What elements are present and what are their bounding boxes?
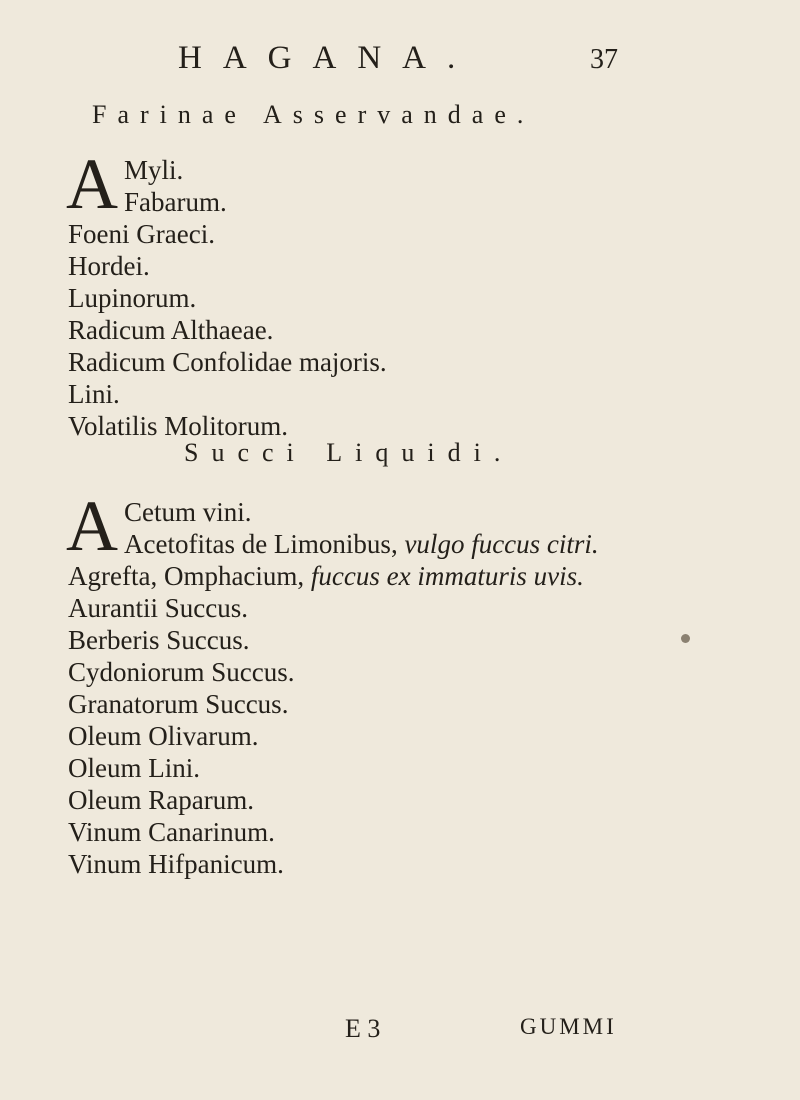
list-item: A Cetum vini.	[66, 486, 252, 566]
list-item: Radicum Althaeae.	[68, 315, 274, 345]
list-item: A Myli.	[66, 144, 184, 224]
list-item: Granatorum Succus.	[68, 689, 289, 719]
list-item: Volatilis Molitorum.	[68, 411, 289, 441]
signature-mark: E 3	[345, 1014, 381, 1043]
list-item: Oleum Raparum.	[68, 785, 254, 815]
list-item: Vinum Hifpanicum.	[68, 849, 284, 879]
drop-cap: A	[66, 144, 118, 224]
page-number: 37	[590, 44, 618, 75]
list-item: Fabarum.	[124, 187, 227, 217]
ink-blemish	[681, 634, 690, 643]
list-item: Foeni Graeci.	[68, 219, 215, 249]
catchword: GUMMI	[520, 1014, 617, 1039]
list-item: Oleum Lini.	[68, 753, 200, 783]
list-item: Berberis Succus.	[68, 625, 250, 655]
list-item: Hordei.	[68, 251, 150, 281]
list-item: Lupinorum.	[68, 283, 197, 313]
list-item: Lini.	[68, 379, 120, 409]
section-title-farinae: Farinae Asservandae.	[92, 100, 535, 129]
list-item: Cydoniorum Succus.	[68, 657, 295, 687]
list-item: Oleum Olivarum.	[68, 721, 259, 751]
succi-list	[66, 486, 599, 880]
running-head: HAGANA.	[178, 40, 477, 76]
list-item: Aurantii Succus.	[68, 593, 248, 623]
list-item: Vinum Canarinum.	[68, 817, 275, 847]
farinae-list	[66, 144, 387, 442]
section-title-succi: Succi Liquidi.	[184, 438, 514, 467]
list-item: Agrefta, Omphacium, fuccus ex immaturis uvis.	[68, 561, 584, 591]
list-item: Radicum Confolidae majoris.	[68, 347, 387, 377]
drop-cap: A	[66, 486, 118, 566]
list-item: Acetofitas de Limonibus, vulgo fuccus citri.	[124, 529, 599, 559]
